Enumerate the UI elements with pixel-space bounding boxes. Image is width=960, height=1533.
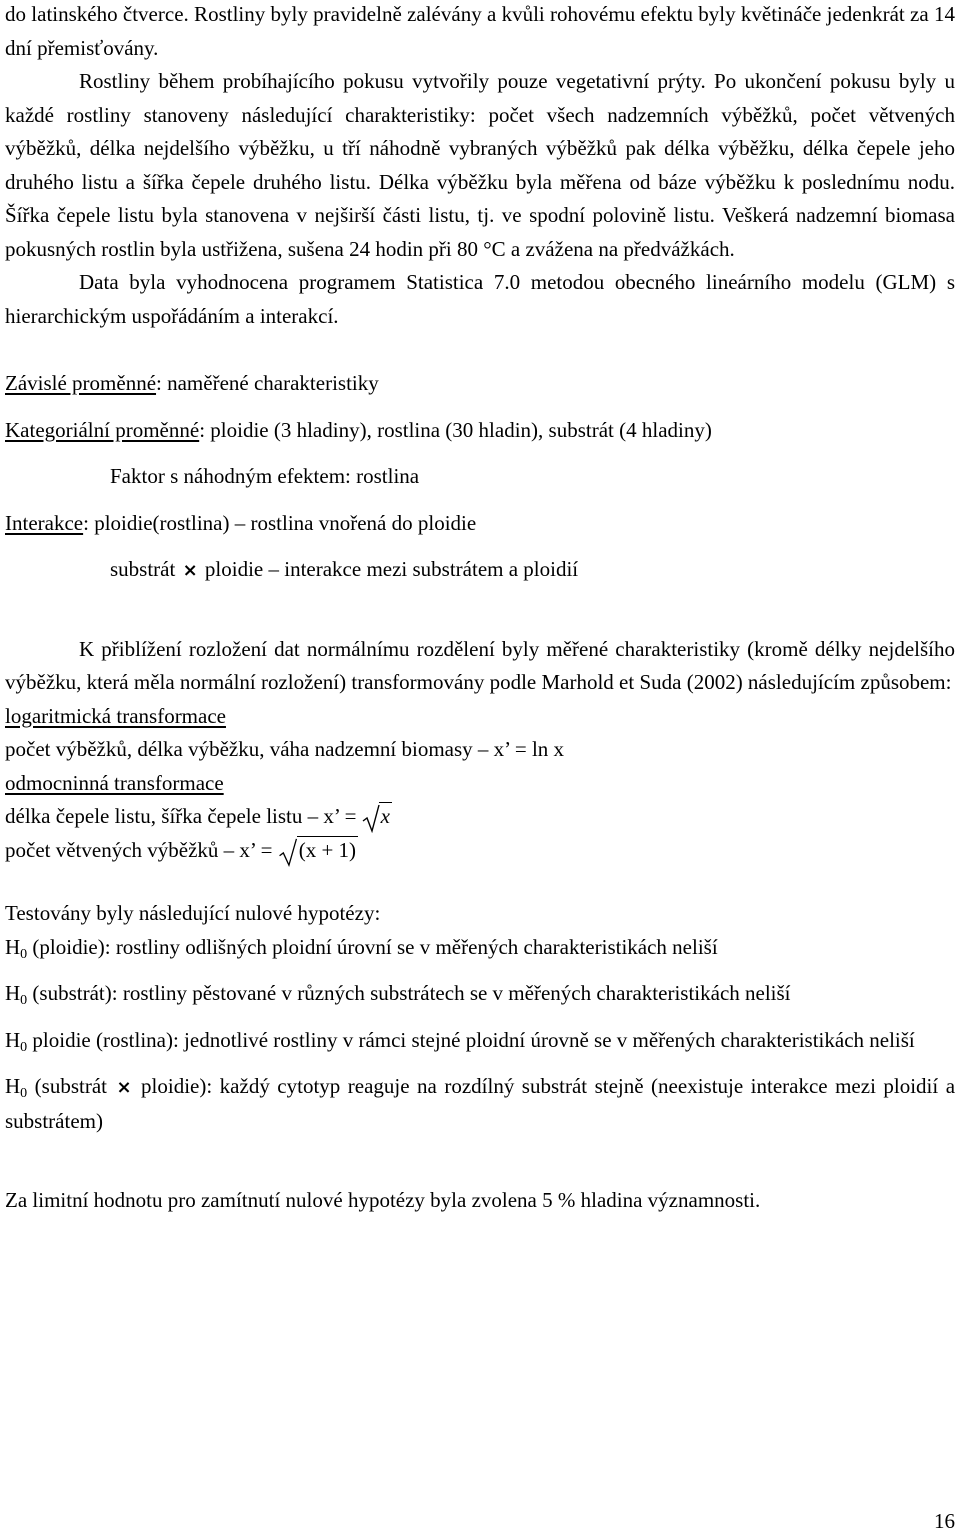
sqrt-transform-label: [5, 767, 955, 801]
hypothesis-4: [5, 1070, 955, 1138]
h-subscript: 0: [20, 1039, 28, 1055]
paragraph-methods-end: do latinského čtverce. Rostliny byly pravidelně zalévány a kvůli rohovému efektu byly květináče jedenkrát za 14 dní přemisťovány.: [5, 2, 955, 60]
interaction-text: : ploidie(rostlina) – rostlina vnořená do ploidie: [83, 510, 477, 535]
hypothesis-1-text: (ploidie): rostliny odlišných ploidní úrovní se v měřených charakteristikách neliší: [27, 934, 718, 959]
hypothesis-1: [5, 931, 955, 965]
sqrt1-text: délka čepele listu, šířka čepele listu – x’ =: [5, 804, 357, 828]
hypothesis-2: [5, 977, 955, 1011]
times-icon: ×: [182, 560, 198, 581]
sqrt2-text: počet větvených výběžků – x’ =: [5, 837, 273, 862]
log-transform-heading: logaritmická transformace: [5, 703, 226, 728]
significance-level: Za limitní hodnotu pro zamítnutí nulové hypotézy byla zvolena 5 % hladina významnosti.: [5, 1188, 761, 1212]
square-root-icon: [278, 837, 298, 867]
h-letter: H: [5, 934, 21, 959]
dependent-variables: [5, 367, 955, 401]
transform-intro: K přiblížení rozložení dat normálnímu rozdělení byly měřené charakteristiky (kromě délky nejdelšího výběžku, která měla normální rozložení) transformovány podle Marhold et Suda (2002) následujícím způsobem:: [5, 636, 955, 694]
hypothesis-2-text: (substrát): rostliny pěstované v různých substrátech se v měřených charakteristikách neliší: [27, 981, 791, 1005]
interaction-label: Interakce: [5, 510, 84, 535]
log-transform-label: [5, 700, 955, 734]
dependent-variables-label: Závislé proměnné: [5, 371, 157, 395]
log-transform-text: počet výběžků, délka výběžku, váha nadzemní biomasy – x’ = ln x: [5, 737, 565, 761]
interaction2-b: ploidie – interakce mezi substrátem a ploidií: [204, 557, 579, 581]
h-letter: H: [5, 1027, 21, 1052]
paragraph-characteristics: Rostliny během probíhajícího pokusu vytvořily pouze vegetativní prýty. Po ukončení pokusu byly u každé rostliny stanoveny následující charakteristiky: počet všech nadzemních výběžků, počet větvených výběžků, délka nejdelšího výběžku, u tří náhodně vybraných výběžků pak délka výběžku, délka čepele jeho druhého listu a šířka čepele druhého listu. Délka výběžku byla měřena od báze výběžku k poslednímu nodu. Šířka čepele listu byla stanovena v nejširší části listu, tj. ve spodní polovině listu. Veškerá nadzemní biomasa pokusných rostlin byla ustřižena, sušena 24 hodin při 80 °C a zvážena na předvážkách.: [5, 69, 955, 261]
categorical-variables-label: Kategoriální proměnné: [5, 417, 200, 442]
random-factor: Faktor s náhodným efektem: rostlina: [110, 464, 420, 488]
h-letter: H: [5, 981, 21, 1005]
sqrt-transform-line-1: [5, 800, 955, 834]
interaction-substrate-ploidy: [5, 553, 955, 588]
paragraph-statistics: Data byla vyhodnocena programem Statistica 7.0 metodou obecného lineárního modelu (GLM) s hierarchickým uspořádáním a interakcí.: [5, 270, 955, 328]
interaction2-a: substrát: [110, 557, 176, 581]
page-number: 16: [934, 1509, 955, 1533]
interaction-nested: [5, 507, 955, 541]
times-icon: ×: [116, 1077, 132, 1098]
hypothesis-4-text-a: (substrát: [27, 1074, 107, 1098]
square-root-icon: [362, 803, 380, 833]
h-subscript: 0: [20, 946, 28, 962]
document-page: [5, 0, 955, 1218]
sqrt1-expression: x: [380, 804, 390, 828]
dependent-variables-text: : naměřené charakteristiky: [156, 371, 379, 395]
sqrt2-expression: (x + 1): [298, 837, 357, 862]
sqrt-transform-line-2: [5, 834, 955, 868]
sqrt-transform-heading: odmocninná transformace: [5, 770, 224, 795]
hypothesis-3-text: ploidie (rostlina): jednotlivé rostliny v rámci stejné ploidní úrovně se v měřených charakteristikách neliší: [27, 1027, 915, 1052]
hypothesis-4-text-b: ploidie): každý cytotyp reaguje na rozdílný substrát stejně (neexistuje interakce mezi ploidií a substrátem): [5, 1074, 956, 1133]
hypothesis-3: [5, 1024, 955, 1058]
h-subscript: 0: [20, 993, 28, 1008]
categorical-variables: [5, 414, 955, 448]
hypotheses-intro: Testovány byly následující nulové hypotézy:: [5, 901, 381, 925]
categorical-variables-text: : ploidie (3 hladiny), rostlina (30 hladin), substrát (4 hladiny): [199, 417, 712, 442]
h-subscript: 0: [20, 1086, 28, 1101]
h-letter: H: [5, 1074, 21, 1098]
